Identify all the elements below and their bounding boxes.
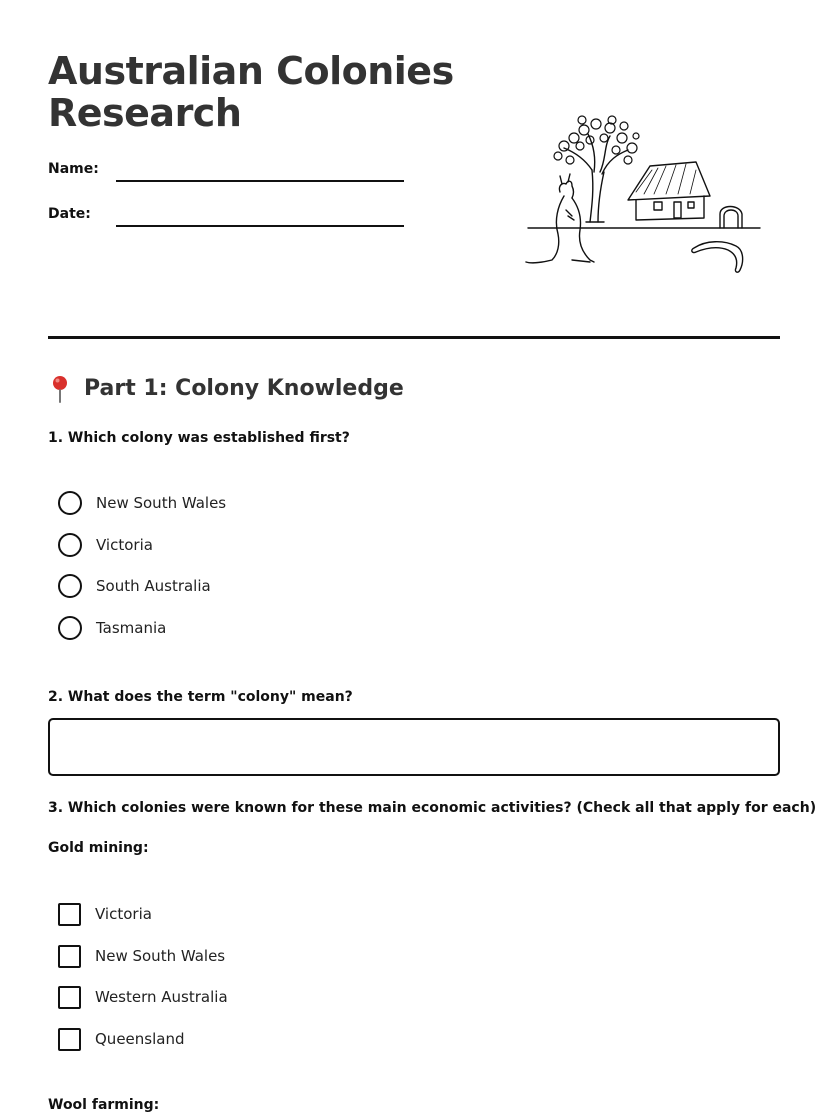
option-label: New South Wales xyxy=(95,947,226,965)
q1-option-tasmania[interactable] xyxy=(58,616,166,640)
worksheet-page xyxy=(48,0,817,1118)
radio-button[interactable] xyxy=(58,533,82,557)
date-field xyxy=(48,205,404,229)
part1-heading xyxy=(48,374,404,404)
worksheet-title: Australian Colonies Research xyxy=(48,49,454,135)
radio-button[interactable] xyxy=(58,574,82,598)
option-label: South Australia xyxy=(96,577,211,595)
gold-mining-label: Gold mining: xyxy=(48,840,149,856)
q1-option-south-australia[interactable] xyxy=(58,574,211,598)
section-divider xyxy=(48,336,780,339)
option-label: Western Australia xyxy=(95,988,228,1006)
option-label: New South Wales xyxy=(96,494,227,512)
wool-farming-label: Wool farming: xyxy=(48,1097,160,1113)
option-label: Victoria xyxy=(96,536,153,554)
name-input-line[interactable] xyxy=(116,180,404,182)
colonial-scene-illustration xyxy=(524,110,764,285)
q1-option-victoria[interactable] xyxy=(58,533,153,557)
question-3: 3. Which colonies were known for these main economic activities? (Check all that apply for each) xyxy=(48,800,817,816)
checkbox[interactable] xyxy=(58,986,81,1009)
date-label: Date: xyxy=(48,206,91,222)
radio-button[interactable] xyxy=(58,491,82,515)
question-1: 1. Which colony was established first? xyxy=(48,430,350,446)
gold-option-western-australia[interactable] xyxy=(58,985,228,1009)
question-2: 2. What does the term "colony" mean? xyxy=(48,689,353,705)
checkbox[interactable] xyxy=(58,945,81,968)
gold-option-new-south-wales[interactable] xyxy=(58,944,225,968)
option-label: Victoria xyxy=(95,905,152,923)
q1-option-new-south-wales[interactable] xyxy=(58,491,226,515)
name-field xyxy=(48,160,404,184)
option-label: Tasmania xyxy=(96,619,167,637)
pin-icon xyxy=(48,375,72,403)
part1-heading-text: Part 1: Colony Knowledge xyxy=(84,376,404,401)
checkbox[interactable] xyxy=(58,1028,81,1051)
radio-button[interactable] xyxy=(58,616,82,640)
gold-option-queensland[interactable] xyxy=(58,1027,184,1051)
checkbox[interactable] xyxy=(58,903,81,926)
q2-answer-box[interactable] xyxy=(48,718,780,776)
gold-option-victoria[interactable] xyxy=(58,902,152,926)
option-label: Queensland xyxy=(95,1030,185,1048)
date-input-line[interactable] xyxy=(116,225,404,227)
name-label: Name: xyxy=(48,161,99,177)
